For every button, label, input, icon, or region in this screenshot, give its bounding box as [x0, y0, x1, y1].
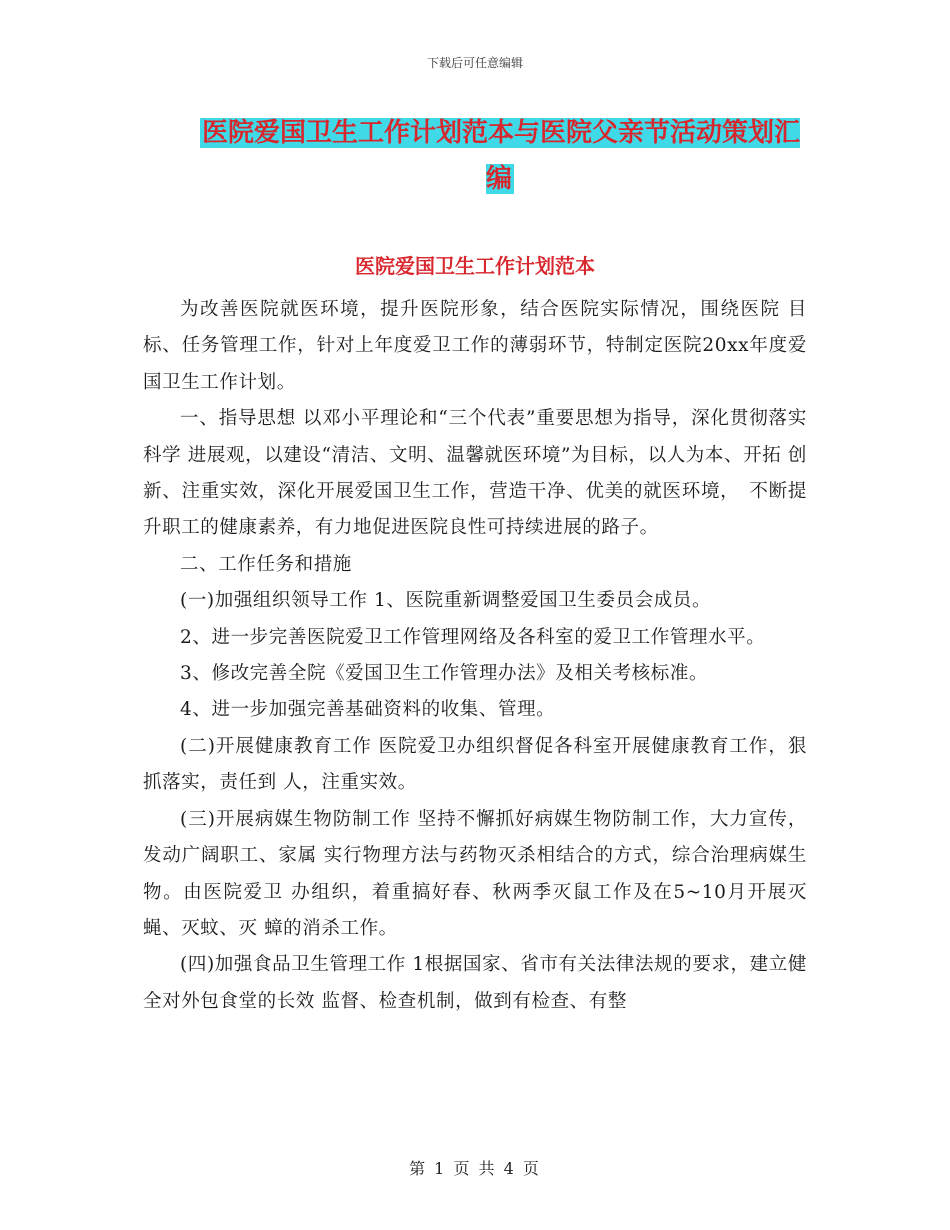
page-header-note: 下载后可任意编辑: [426, 56, 523, 70]
paragraph: 3、修改完善全院《爱国卫生工作管理办法》及相关考核标准。: [180, 663, 709, 685]
section-title: 医院爱国卫生工作计划范本: [355, 254, 595, 278]
document-body: [143, 292, 807, 1020]
paragraph: (三)开展病媒生物防制工作 坚持不懈抓好病媒生物防制工作，大力宣传，发动广阔职工、家属 实行物理方法与药物灭杀相结合的方式，综合治理病媒生物。由医院爱卫 办组织，着重搞好春、秋两季灭鼠工作及在5~10月开展灭蝇、灭蚊、灭 蟑的消杀工作。: [143, 808, 807, 939]
paragraph: 一、指导思想 以邓小平理论和“三个代表”重要思想为指导，深化贯彻落实科学 进展观，以建设“清洁、文明、温馨就医环境”为目标，以人为本、开拓 创新、注重实效，深化开展爱国卫生工作，营造干净、优美的就医环境， 不断提升职工的健康素养，有力地促进医院良性可持续进展的路子。: [143, 408, 807, 539]
paragraph: 二、工作任务和措施: [180, 553, 352, 575]
document-title-text: 医院爱国卫生工作计划范本与医院父亲节活动策划汇编: [201, 118, 800, 194]
paragraph: 4、进一步加强完善基础资料的收集、管理。: [180, 699, 556, 721]
paragraph: (四)加强食品卫生管理工作 1根据国家、省市有关法律法规的要求，建立健全对外包食堂的长效 监督、检查机制，做到有检查、有整: [143, 954, 807, 1012]
document-title: [190, 110, 810, 202]
paragraph: 为改善医院就医环境，提升医院形象，结合医院实际情况，围绕医院 目标、任务管理工作，针对上年度爱卫工作的薄弱环节，特制定医院20xx年度爱国卫生工作计划。: [143, 299, 807, 393]
paragraph: 2、进一步完善医院爱卫工作管理网络及各科室的爱卫工作管理水平。: [180, 626, 766, 648]
page-number-footer: 第 1 页 共 4 页: [409, 1159, 541, 1178]
paragraph: (一)加强组织领导工作 1、医院重新调整爱国卫生委员会成员。: [180, 590, 712, 612]
paragraph: (二)开展健康教育工作 医院爱卫办组织督促各科室开展健康教育工作，狠抓落实，责任到 人，注重实效。: [143, 735, 807, 794]
